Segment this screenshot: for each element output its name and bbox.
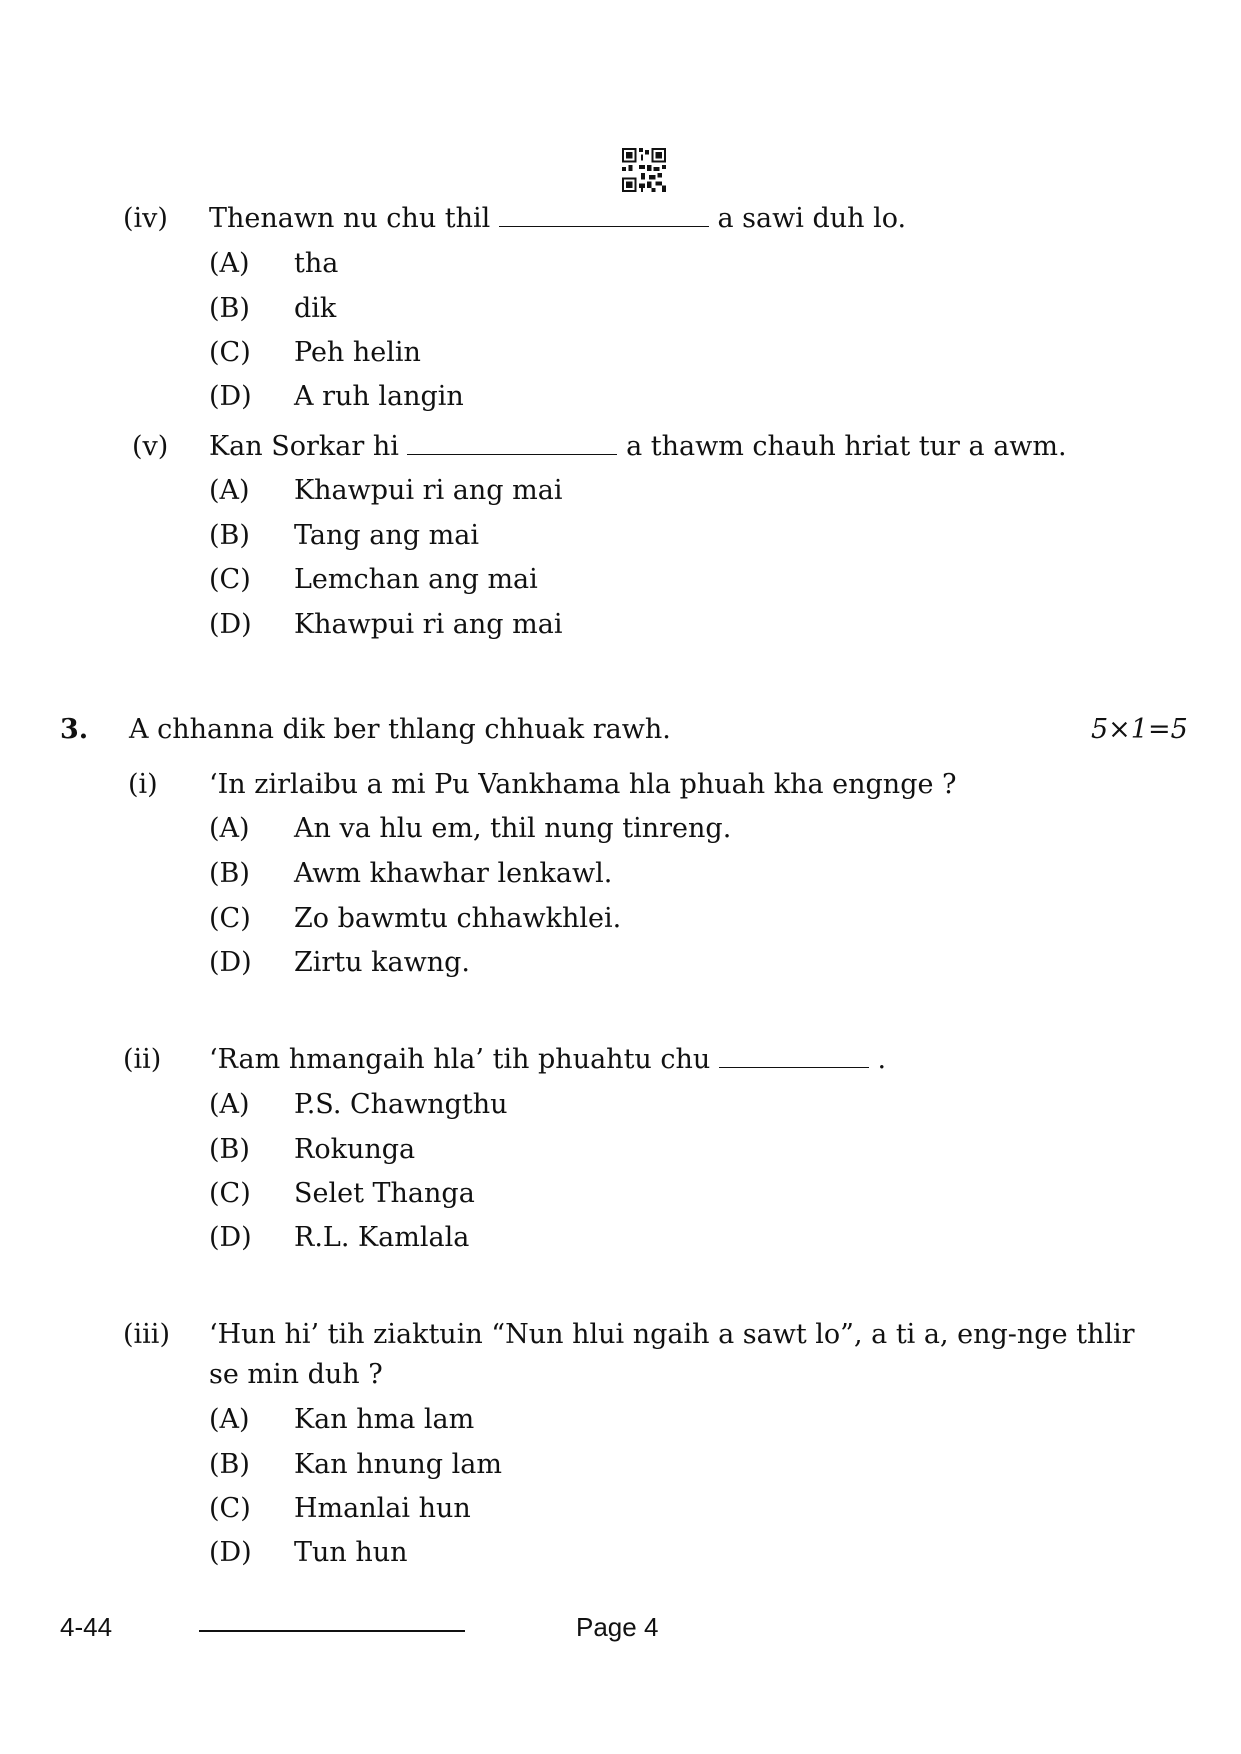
question-label-iv: (iv)	[123, 203, 168, 234]
question-text-iv	[209, 203, 906, 235]
option-key: (A)	[209, 1089, 250, 1120]
option-key: (B)	[209, 858, 250, 889]
footer-divider	[199, 1630, 465, 1632]
option-key: (C)	[209, 337, 251, 368]
option-key: (C)	[209, 564, 251, 595]
option-text: Tun hun	[294, 1537, 408, 1568]
option-key: (B)	[209, 520, 250, 551]
question-text-before: ‘Ram hmangaih hla’ tih phuahtu chu	[209, 1044, 711, 1075]
answer-blank	[499, 225, 709, 227]
option-key: (A)	[209, 248, 250, 279]
option-key: (B)	[209, 1449, 250, 1480]
option-text: dik	[294, 293, 337, 324]
option-text: Lemchan ang mai	[294, 564, 538, 595]
option-text: Khawpui ri ang mai	[294, 475, 563, 506]
answer-blank	[719, 1066, 869, 1068]
question-text-before: Kan Sorkar hi	[209, 431, 399, 462]
option-text: Selet Thanga	[294, 1178, 475, 1209]
question-text-iii-line2: se min duh ?	[209, 1359, 383, 1390]
answer-blank	[407, 453, 617, 455]
option-text: P.S. Chawngthu	[294, 1089, 508, 1120]
question-text-i: ‘In zirlaibu a mi Pu Vankhama hla phuah kha engnge ?	[209, 769, 957, 800]
page-number: Page 4	[576, 1612, 659, 1642]
option-key: (C)	[209, 1178, 251, 1209]
option-text: Hmanlai hun	[294, 1493, 471, 1524]
option-key: (B)	[209, 1134, 250, 1165]
option-text: Zirtu kawng.	[294, 947, 470, 978]
question-text-v	[209, 431, 1067, 463]
question-label-i: (i)	[128, 769, 158, 800]
option-text: Peh helin	[294, 337, 421, 368]
option-text: A ruh langin	[294, 381, 464, 412]
question-text-after: .	[877, 1044, 887, 1075]
option-text: R.L. Kamlala	[294, 1222, 470, 1253]
question-text-ii	[209, 1044, 886, 1076]
option-key: (D)	[209, 609, 252, 640]
option-text: Zo bawmtu chhawkhlei.	[294, 903, 622, 934]
option-text: Kan hma lam	[294, 1404, 475, 1435]
option-key: (D)	[209, 947, 252, 978]
question-label-iii: (iii)	[123, 1319, 170, 1350]
option-key: (A)	[209, 813, 250, 844]
option-key: (A)	[209, 475, 250, 506]
option-text: Tang ang mai	[294, 520, 479, 551]
question-label-v: (v)	[132, 431, 169, 462]
option-text: Khawpui ri ang mai	[294, 609, 563, 640]
paper-code: 4-44	[60, 1612, 113, 1642]
question-instruction: A chhanna dik ber thlang chhuak rawh.	[129, 714, 671, 745]
option-key: (D)	[209, 381, 252, 412]
question-text-after: a thawm chauh hriat tur a awm.	[626, 431, 1067, 462]
option-key: (B)	[209, 293, 250, 324]
question-number: 3.	[60, 714, 89, 745]
option-text: tha	[294, 248, 339, 279]
option-key: (D)	[209, 1537, 252, 1568]
option-key: (C)	[209, 1493, 251, 1524]
question-text-after: a sawi duh lo.	[717, 203, 907, 234]
question-text-iii-line1: ‘Hun hi’ tih ziaktuin “Nun hlui ngaih a sawt lo”, a ti a, eng-nge thlir	[209, 1319, 1135, 1350]
option-text: Rokunga	[294, 1134, 416, 1165]
option-key: (C)	[209, 903, 251, 934]
question-label-ii: (ii)	[123, 1044, 162, 1075]
option-key: (A)	[209, 1404, 250, 1435]
option-text: Awm khawhar lenkawl.	[294, 858, 613, 889]
option-text: Kan hnung lam	[294, 1449, 502, 1480]
option-key: (D)	[209, 1222, 252, 1253]
question-text-before: Thenawn nu chu thil	[209, 203, 491, 234]
marks-allocation: 5×1=5	[1091, 714, 1188, 745]
qr-code-icon	[622, 148, 666, 192]
option-text: An va hlu em, thil nung tinreng.	[294, 813, 732, 844]
